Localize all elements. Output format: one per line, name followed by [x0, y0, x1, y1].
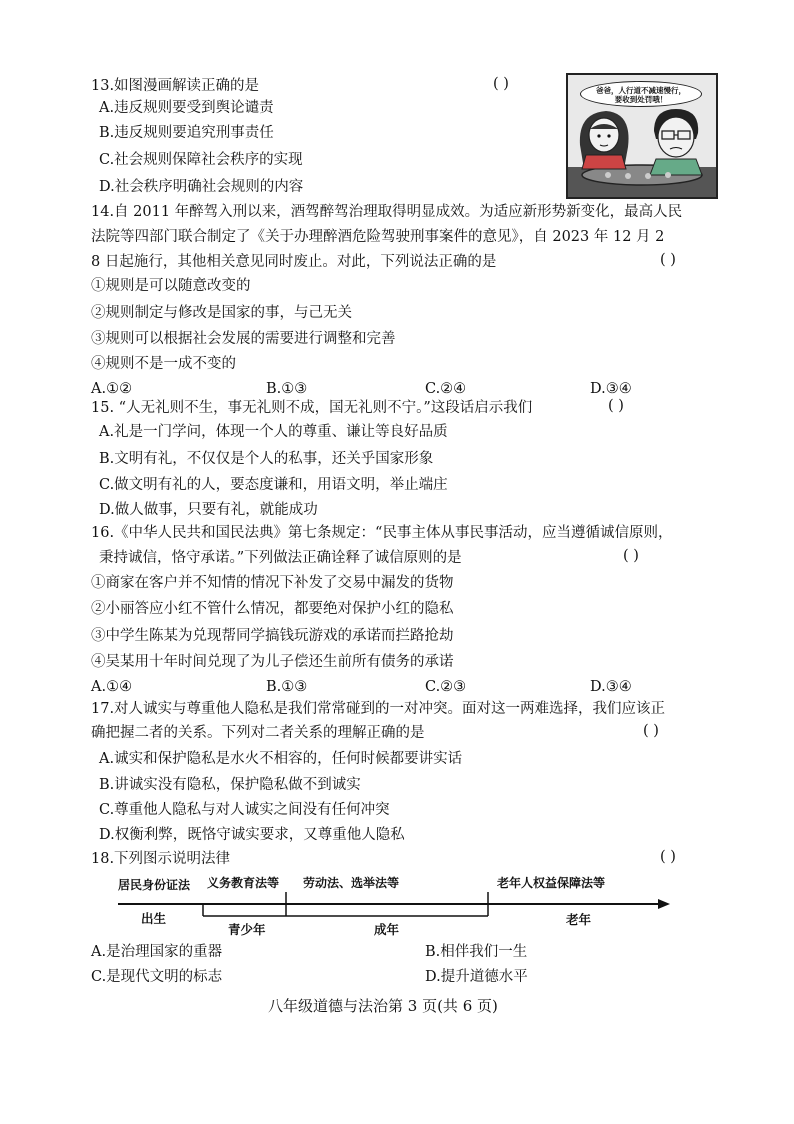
q16-statement-3: ③中学生陈某为兑现帮同学搞钱玩游戏的承诺而拦路抢劫 — [91, 628, 454, 644]
timeline-label-birth: 出生 — [141, 911, 167, 926]
q14-line-2: 法院等四部门联合制定了《关于办理醉酒危险驾驶刑事案件的意见》，自 2023 年 12 月 2 — [91, 229, 665, 245]
q18-option-c: C.是现代文明的标志 — [91, 969, 223, 985]
timeline-label-adult: 成年 — [374, 922, 400, 937]
bubble-line-1: 爸爸，人行道不减速慢行， — [596, 86, 686, 95]
q13-cartoon-image — [566, 73, 718, 199]
q13-option-a: A.违反规则要受到舆论谴责 — [99, 100, 274, 116]
q14-statement-2: ②规则制定与修改是国家的事，与己无关 — [91, 305, 352, 321]
q16-statement-2: ②小丽答应小红不管什么情况，都要绝对保护小红的隐私 — [91, 601, 454, 617]
q14-line-1: 14.自 2011 年醉驾入刑以来，酒驾醉驾治理取得明显成效。为适应新形势新变化，最高人民 — [91, 204, 683, 220]
q15-answer-paren: ( ) — [608, 398, 624, 414]
q14-choice-d: D.③④ — [590, 381, 632, 397]
q18-stem: 18.下列图示说明法律 — [91, 851, 231, 867]
bubble-line-2: 要收到处罚哦！ — [614, 95, 668, 104]
timeline-label-education-law: 义务教育法等 — [207, 876, 280, 890]
q16-statement-1: ①商家在客户并不知情的情况下补发了交易中漏发的货物 — [91, 575, 454, 591]
q15-stem: 15. “人无礼则不生，事无礼则不成，国无礼则不宁。”这段话启示我们 — [91, 400, 533, 416]
q15-option-b: B.文明有礼，不仅仅是个人的私事，还关乎国家形象 — [99, 451, 434, 467]
page-footer: 八年级道德与法治第 3 页(共 6 页) — [268, 997, 498, 1015]
q16-line-2: 秉持诚信，恪守承诺。”下列做法正确诠释了诚信原则的是 — [99, 550, 462, 566]
q16-choice-d: D.③④ — [590, 679, 632, 695]
q16-line-1: 16.《中华人民共和国民法典》第七条规定：“民事主体从事民事活动，应当遵循诚信原则， — [91, 525, 673, 541]
timeline-label-elderly-law: 老年人权益保障法等 — [497, 876, 606, 890]
q17-line-2: 确把握二者的关系。下列对二者关系的理解正确的是 — [91, 725, 425, 741]
q14-answer-paren: ( ) — [660, 252, 676, 268]
q14-statement-4: ④规则不是一成不变的 — [91, 356, 236, 372]
q14-choice-a: A.①② — [91, 381, 133, 397]
q17-option-c: C.尊重他人隐私与对人诚实之间没有任何冲突 — [99, 802, 390, 818]
q16-choice-c: C.②③ — [425, 679, 467, 695]
q17-option-a: A.诚实和保护隐私是水火不相容的，任何时候都要讲实话 — [99, 751, 463, 767]
q15-option-d: D.做人做事，只要有礼，就能成功 — [99, 502, 318, 518]
q13-option-d: D.社会秩序明确社会规则的内容 — [99, 179, 304, 195]
q14-choice-b: B.①③ — [266, 381, 308, 397]
q15-option-c: C.做文明有礼的人，要态度谦和，用语文明，举止端庄 — [99, 477, 448, 493]
q13-answer-paren: ( ) — [493, 76, 509, 92]
q16-statement-4: ④吴某用十年时间兑现了为儿子偿还生前所有债务的承诺 — [91, 654, 454, 670]
q17-answer-paren: ( ) — [643, 723, 659, 739]
q16-choice-a: A.①④ — [91, 679, 133, 695]
q14-statement-3: ③规则可以根据社会发展的需要进行调整和完善 — [91, 331, 396, 347]
q13-option-c: C.社会规则保障社会秩序的实现 — [99, 152, 303, 168]
q18-option-b: B.相伴我们一生 — [425, 944, 528, 960]
q17-option-d: D.权衡利弊，既恪守诚实要求，又尊重他人隐私 — [99, 827, 405, 843]
q13-stem: 13.如图漫画解读正确的是 — [91, 78, 260, 94]
q14-choice-c: C.②④ — [425, 381, 467, 397]
q16-answer-paren: ( ) — [623, 548, 639, 564]
cartoon-speech-bubble — [580, 81, 702, 107]
q13-option-b: B.违反规则要追究刑事责任 — [99, 125, 274, 141]
timeline-label-elderly: 老年 — [566, 912, 592, 927]
timeline-label-youth: 青少年 — [228, 922, 266, 937]
q14-line-3: 8 日起施行，其他相关意见同时废止。对此，下列说法正确的是 — [91, 254, 497, 270]
q16-choice-b: B.①③ — [266, 679, 308, 695]
q15-option-a: A.礼是一门学问，体现一个人的尊重、谦让等良好品质 — [99, 424, 448, 440]
timeline-label-id-card-law: 居民身份证法 — [118, 878, 191, 892]
q18-answer-paren: ( ) — [660, 849, 676, 865]
q17-line-1: 17.对人诚实与尊重他人隐私是我们常常碰到的一对冲突。面对这一两难选择，我们应该正 — [91, 701, 666, 717]
q17-option-b: B.讲诚实没有隐私，保护隐私做不到诚实 — [99, 777, 361, 793]
q14-statement-1: ①规则是可以随意改变的 — [91, 278, 251, 294]
q18-option-d: D.提升道德水平 — [425, 969, 528, 985]
timeline-label-labor-election-law: 劳动法、选举法等 — [303, 876, 400, 890]
q18-option-a: A.是治理国家的重器 — [91, 944, 223, 960]
